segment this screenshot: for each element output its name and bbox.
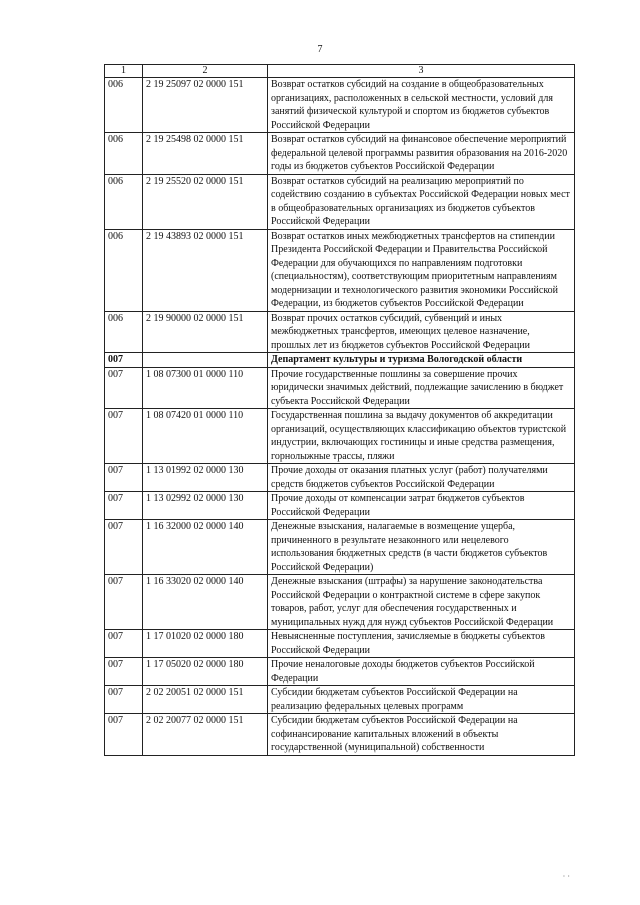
budget-code-cell: 2 02 20051 02 0000 151 <box>143 686 268 714</box>
budget-code-cell: 1 08 07300 01 0000 110 <box>143 367 268 409</box>
description-cell: Возврат остатков субсидий на финансовое обеспечение мероприятий федеральной целевой программы развития образования на 2016-2020 годы из бюджетов субъектов Российской Федерации <box>268 133 575 175</box>
admin-code-cell: 006 <box>105 174 143 229</box>
description-cell: Департамент культуры и туризма Вологодской области <box>268 353 575 368</box>
admin-code-cell: 007 <box>105 520 143 575</box>
admin-code-cell: 007 <box>105 367 143 409</box>
header-col-3: 3 <box>268 65 575 78</box>
table-row <box>105 174 575 229</box>
budget-code-cell: 2 19 90000 02 0000 151 <box>143 311 268 353</box>
budget-code-cell: 1 16 32000 02 0000 140 <box>143 520 268 575</box>
budget-code-cell: 2 19 43893 02 0000 151 <box>143 229 268 311</box>
table-row <box>105 575 575 630</box>
admin-code-cell: 007 <box>105 353 143 368</box>
table-row <box>105 714 575 756</box>
table-row <box>105 686 575 714</box>
table-row <box>105 492 575 520</box>
description-cell: Прочие доходы от оказания платных услуг (работ) получателями средств бюджетов субъектов Российской Федерации <box>268 464 575 492</box>
header-col-2: 2 <box>143 65 268 78</box>
budget-code-cell: 2 19 25520 02 0000 151 <box>143 174 268 229</box>
budget-code-cell: 1 08 07420 01 0000 110 <box>143 409 268 464</box>
budget-code-cell: 1 16 33020 02 0000 140 <box>143 575 268 630</box>
table-row <box>105 658 575 686</box>
admin-code-cell: 007 <box>105 686 143 714</box>
table-row <box>105 367 575 409</box>
description-cell: Возврат остатков субсидий на реализацию мероприятий по содействию созданию в субъектах Российской Федерации новых мест в общеобразовательных организациях из бюджетов субъектов Российской Федерации <box>268 174 575 229</box>
table-row <box>105 409 575 464</box>
table-row <box>105 464 575 492</box>
description-cell: Прочие государственные пошлины за совершение прочих юридически значимых действий, подлежащие зачислению в бюджет субъекта Российской Федерации <box>268 367 575 409</box>
description-cell: Невыясненные поступления, зачисляемые в бюджеты субъектов Российской Федерации <box>268 630 575 658</box>
description-cell: Субсидии бюджетам субъектов Российской Федерации на софинансирование капитальных вложений в объекты государственной (муниципальной) собственности <box>268 714 575 756</box>
table-row <box>105 78 575 133</box>
admin-code-cell: 007 <box>105 409 143 464</box>
description-cell: Денежные взыскания, налагаемые в возмещение ущерба, причиненного в результате незаконного или нецелевого использования бюджетных средств (в части бюджетов субъектов Российской Федерации) <box>268 520 575 575</box>
description-cell: Прочие неналоговые доходы бюджетов субъектов Российской Федерации <box>268 658 575 686</box>
page-number: 7 <box>317 44 323 55</box>
revenue-codes-table <box>104 64 575 756</box>
admin-code-cell: 006 <box>105 311 143 353</box>
admin-code-cell: 007 <box>105 492 143 520</box>
header-col-1: 1 <box>105 65 143 78</box>
table-row <box>105 229 575 311</box>
description-cell: Субсидии бюджетам субъектов Российской Федерации на реализацию федеральных целевых программ <box>268 686 575 714</box>
admin-code-cell: 006 <box>105 78 143 133</box>
budget-code-cell: 1 17 05020 02 0000 180 <box>143 658 268 686</box>
table-row <box>105 630 575 658</box>
admin-code-cell: 007 <box>105 658 143 686</box>
admin-code-cell: 006 <box>105 229 143 311</box>
admin-code-cell: 007 <box>105 464 143 492</box>
table-header-row <box>105 65 575 78</box>
budget-code-cell <box>143 353 268 368</box>
description-cell: Возврат остатков субсидий на создание в общеобразовательных организациях, расположенных в сельской местности, условий для занятий физической культурой и спортом из бюджетов субъектов Российской Федерации <box>268 78 575 133</box>
budget-code-cell: 2 19 25498 02 0000 151 <box>143 133 268 175</box>
budget-code-cell: 1 17 01020 02 0000 180 <box>143 630 268 658</box>
scan-artifact: · · <box>562 872 570 881</box>
admin-code-cell: 006 <box>105 133 143 175</box>
description-cell: Возврат остатков иных межбюджетных трансфертов на стипендии Президента Российской Федерации и Правительства Российской Федерации для обучающихся по направлениям подготовки (специальностям), соответствующим приоритетным направлениям модернизации и технологического развития экономики Российской Федерации, из бюджетов субъектов Российской Федерации <box>268 229 575 311</box>
description-cell: Государственная пошлина за выдачу документов об аккредитации организаций, осуществляющих классификацию объектов туристской индустрии, включающих гостиницы и иные средства размещения, горнолыжные трассы, пляжи <box>268 409 575 464</box>
description-cell: Денежные взыскания (штрафы) за нарушение законодательства Российской Федерации о контрактной системе в сфере закупок товаров, работ, услуг для обеспечения государственных и муниципальных нужд для нужд субъектов Российской Федерации <box>268 575 575 630</box>
description-cell: Возврат прочих остатков субсидий, субвенций и иных межбюджетных трансфертов, имеющих целевое назначение, прошлых лет из бюджетов субъектов Российской Федерации <box>268 311 575 353</box>
admin-code-cell: 007 <box>105 714 143 756</box>
budget-code-cell: 2 02 20077 02 0000 151 <box>143 714 268 756</box>
description-cell: Прочие доходы от компенсации затрат бюджетов субъектов Российской Федерации <box>268 492 575 520</box>
table-row <box>105 133 575 175</box>
budget-code-cell: 1 13 01992 02 0000 130 <box>143 464 268 492</box>
admin-code-cell: 007 <box>105 575 143 630</box>
budget-code-cell: 2 19 25097 02 0000 151 <box>143 78 268 133</box>
table-row <box>105 353 575 368</box>
admin-code-cell: 007 <box>105 630 143 658</box>
table-row <box>105 311 575 353</box>
table-row <box>105 520 575 575</box>
budget-code-cell: 1 13 02992 02 0000 130 <box>143 492 268 520</box>
